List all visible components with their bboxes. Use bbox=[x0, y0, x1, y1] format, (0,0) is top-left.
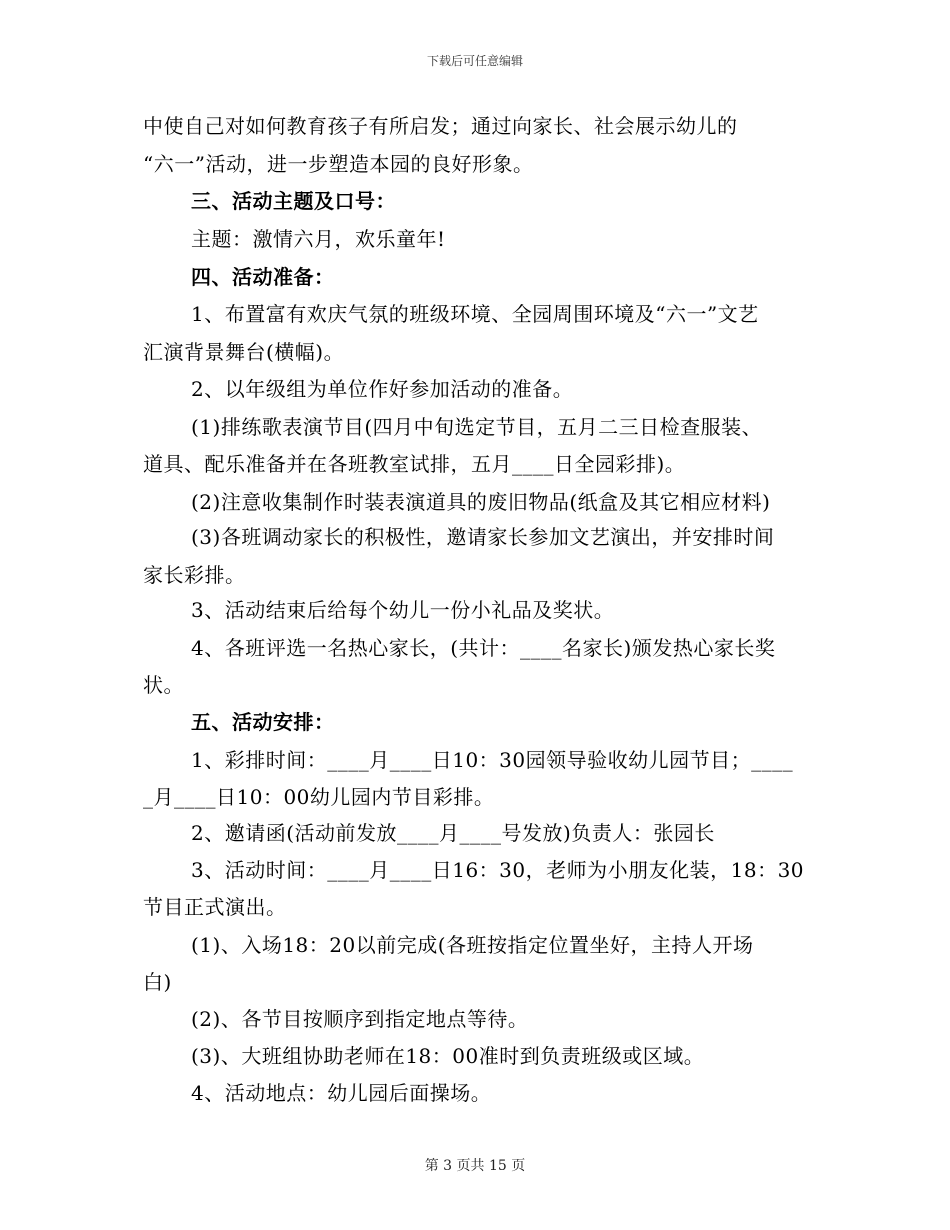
page-footer: 第 3 页共 15 页 bbox=[424, 1158, 526, 1174]
paragraph-line: 2、以年级组为单位作好参加活动的准备。 bbox=[191, 377, 574, 401]
paragraph-line: (3)、大班组协助老师在18：00准时到负责班级或区域。 bbox=[191, 1044, 705, 1068]
paragraph-line: 1、布置富有欢庆气氛的班级环境、全园周围环境及“六一”文艺 bbox=[191, 302, 759, 326]
paragraph-line: 白) bbox=[143, 970, 172, 994]
paragraph-line: (3)各班调动家长的积极性，邀请家长参加文艺演出，并安排时间 bbox=[191, 525, 775, 549]
paragraph-line: 3、活动结束后给每个幼儿一份小礼品及奖状。 bbox=[191, 598, 615, 622]
paragraph-line: 中使自己对如何教育孩子有所启发；通过向家长、社会展示幼儿的 bbox=[143, 114, 738, 138]
paragraph-line: 4、各班评选一名热心家长，(共计：____名家长)颁发热心家长奖 bbox=[191, 636, 776, 660]
paragraph-line: (1)排练歌表演节目(四月中旬选定节目，五月二三日检查服装、 bbox=[191, 415, 763, 439]
paragraph-line: 状。 bbox=[143, 673, 184, 697]
paragraph-line: 道具、配乐准备并在各班教室试排，五月____日全园彩排)。 bbox=[143, 452, 686, 476]
paragraph-line: 汇演背景舞台(横幅)。 bbox=[143, 340, 345, 364]
paragraph-line: 家长彩排。 bbox=[143, 563, 246, 587]
theme-line: 主题：激情六月，欢乐童年! bbox=[191, 227, 446, 251]
paragraph-line: _月____日10：00幼儿园内节目彩排。 bbox=[143, 785, 495, 809]
section-heading-3: 三、活动主题及口号： bbox=[191, 189, 396, 213]
paragraph-line: 1、彩排时间：____月____日10：30园领导验收幼儿园节目；____ bbox=[191, 748, 794, 772]
paragraph-line: 2、邀请函(活动前发放____月____号发放)负责人：张园长 bbox=[191, 821, 715, 845]
section-heading-5: 五、活动安排： bbox=[191, 710, 335, 734]
section-heading-4: 四、活动准备： bbox=[191, 265, 335, 289]
paragraph-line: (2)、各节目按顺序到指定地点等待。 bbox=[191, 1007, 529, 1031]
paragraph-line: 节目正式演出。 bbox=[143, 895, 287, 919]
page-header: 下载后可任意编辑 bbox=[426, 54, 523, 68]
paragraph-line: 3、活动时间：____月____日16：30，老师为小朋友化装，18：30 bbox=[191, 858, 805, 882]
paragraph-line: (1)、入场18：20以前完成(各班按指定位置坐好，主持人开场 bbox=[191, 933, 754, 957]
paragraph-line: 4、活动地点：幼儿园后面操场。 bbox=[191, 1081, 492, 1105]
paragraph-line: “六一”活动，进一步塑造本园的良好形象。 bbox=[143, 152, 534, 176]
paragraph-line: (2)注意收集制作时装表演道具的废旧物品(纸盒及其它相应材料) bbox=[191, 490, 771, 514]
